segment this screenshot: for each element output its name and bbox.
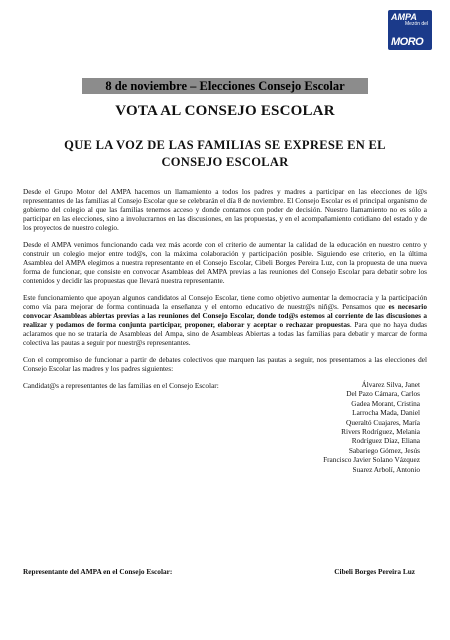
candidate-item: Sabariego Gómez, Jesús	[348, 445, 420, 455]
logo-line-1: AMPA	[391, 12, 417, 22]
paragraph-3-part-c: . Para que no haya dudas aclaramos que no se trataría de Asambleas del Ampa, sino de Asambleas Abiertas a todas las familias para debatir y marcar de forma colectiva las pautas a seguir por nuestr@s representantes.	[23, 320, 427, 347]
logo-line-3: MORO	[391, 36, 424, 48]
candidate-item: Gadea Morant, Cristina	[351, 398, 420, 408]
representative-name: Cibeli Borges Pereira Luz	[334, 567, 415, 576]
candidate-item: Queraltó Cuajares, María	[346, 417, 420, 427]
signature-line	[23, 567, 427, 577]
page-subtitle: QUE LA VOZ DE LAS FAMILIAS SE EXPRESE EN EL CONSEJO ESCOLAR	[64, 138, 386, 169]
paragraph-3-bold: es necesario convocar Asambleas abiertas previas a las reuniones del Consejo Escolar, donde tod@s estemos al corriente de las discusiones a realizar y podamos de forma conjunta participar, proponer, elaborar y aceptar o rechazar propuestas	[23, 302, 427, 329]
candidate-item: Del Pazo Cámara, Carlos	[346, 389, 420, 399]
candidate-item: Rodríguez Díaz, Eliana	[351, 436, 420, 446]
candidate-item: Suarez Arbolí, Antonio	[352, 464, 420, 474]
representative-label: Representante del AMPA en el Consejo Escolar:	[23, 567, 173, 576]
election-date-banner: 8 de noviembre – Elecciones Consejo Escolar	[82, 78, 368, 94]
candidates-list	[220, 380, 420, 474]
logo-line-2: Mezón del	[405, 21, 429, 27]
paragraph-2: Desde el AMPA venimos funcionando cada vez más acorde con el criterio de aumentar la calidad de la educación en nuestro centro y construir un colegio mejor entre tod@s, con la máxima colaboración y participación posible. Siguiendo ese criterio, en la última Asamblea del AMPA elegimos a nuestra representante en el Consejo Escolar, Cibeli Borges Pereira Luz, con la propuesta de una nueva forma de funcionar, que consiste en convocar Asambleas del AMPA previas a las reuniones del Consejo Escolar para debatir sobre los contenidos y decidir las propuestas que llevará nuestra representante.	[23, 240, 427, 285]
page-title: VOTA AL CONSEJO ESCOLAR	[115, 103, 335, 119]
ampa-logo	[388, 10, 432, 50]
candidates-heading: Candidat@s a representantes de las familias en el Consejo Escolar:	[23, 381, 219, 390]
paragraph-4: Con el compromiso de funcionar a partir de debates colectivos que marquen las pautas a seguir, nos presentamos a las elecciones del Consejo Escolar las madres y los padres siguientes:	[23, 355, 427, 373]
candidate-item: Francisco Javier Solano Vázquez	[323, 455, 420, 465]
paragraph-1: Desde el Grupo Motor del AMPA hacemos un llamamiento a todos los padres y madres a participar en las elecciones de l@s representantes de las familias al Consejo Escolar que se celebrarán el día 8 de noviembre. El Consejo Escolar es el principal organismo de gobierno del colegio al que las familias tenemos acceso y donde contamos con poder de decisión. Nuestro llamamiento no es sólo a participar en las elecciones, sino a involucrarnos en las discusiones, en las propuestas, y en el acompañamiento cotidiano del estado y de los proyectos de nuestro colegio.	[23, 187, 427, 232]
candidate-item: Álvarez Silva, Janet	[361, 380, 420, 389]
candidate-item: Rivers Rodríguez, Melania	[341, 427, 420, 437]
paragraph-3	[23, 293, 427, 347]
paragraph-3-part-a: Este funcionamiento que apoyan algunos candidatos al Consejo Escolar, tiene como objetivo aumentar la democracia y la participación como vía para mejorar de forma continuada la enseñanza y el entorno educativo de nuestr@s niñ@s. Pensamos que	[23, 293, 427, 311]
candidate-item: Larrocha Mada, Daniel	[352, 408, 420, 418]
document-body	[23, 187, 427, 398]
